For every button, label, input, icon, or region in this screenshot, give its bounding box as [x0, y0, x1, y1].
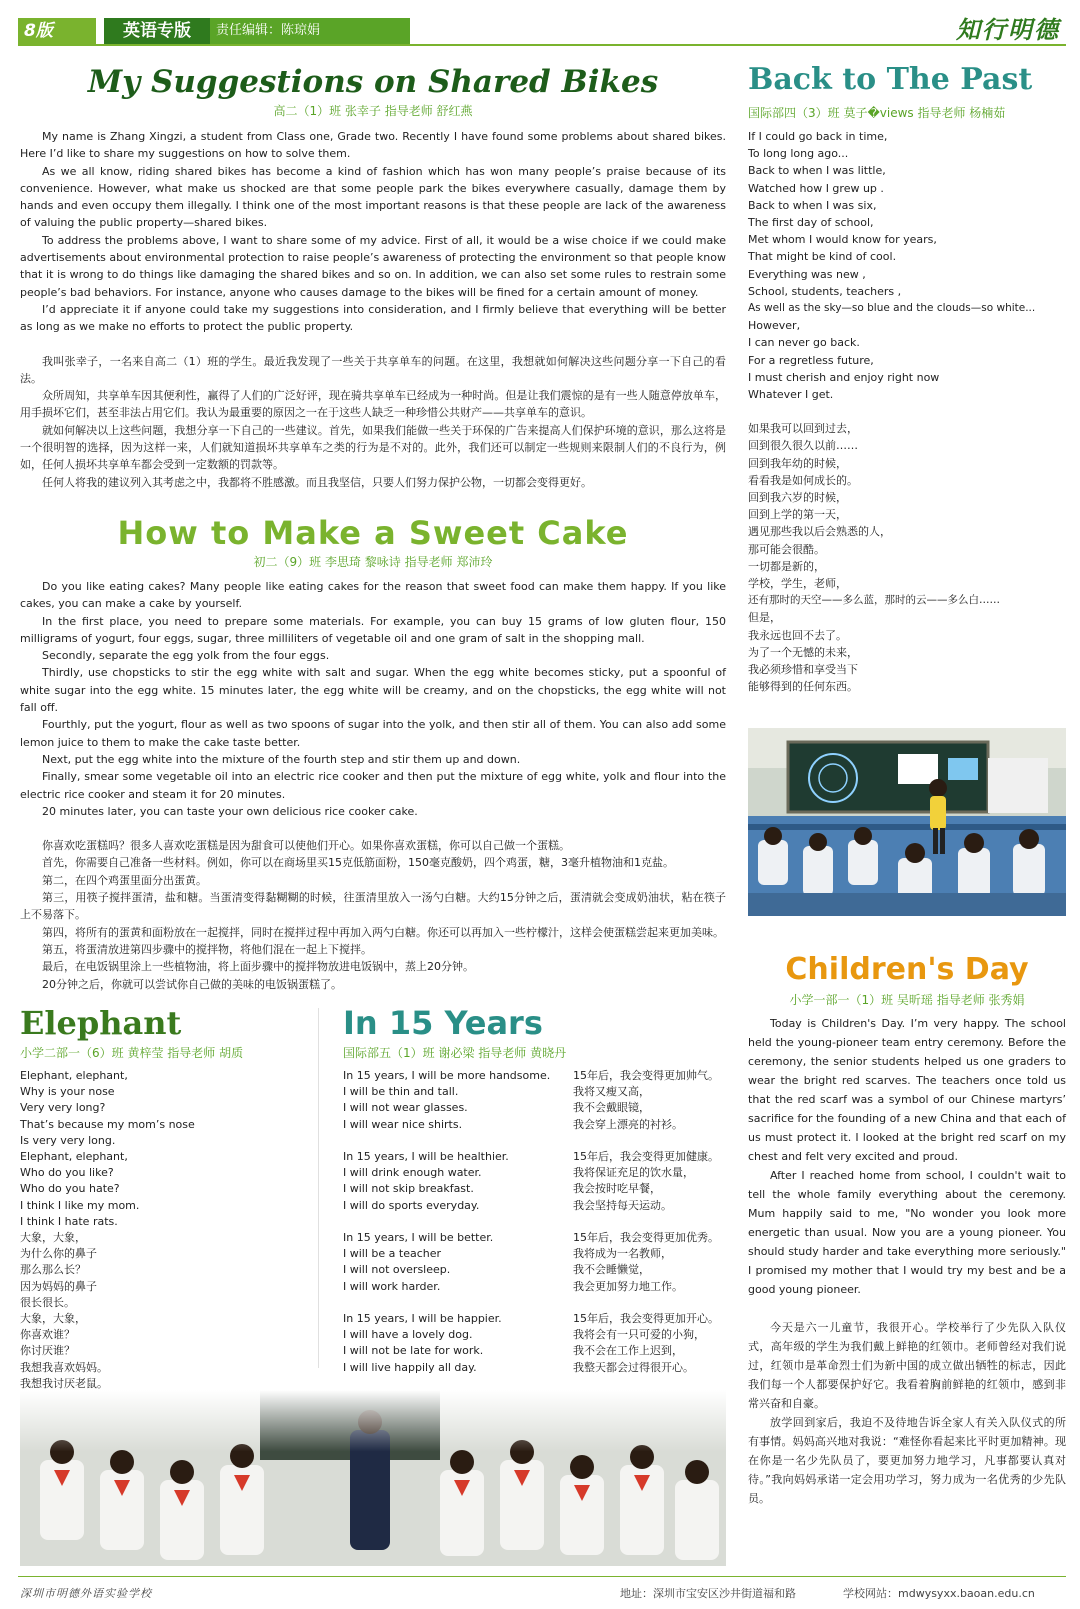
poem-line: The first day of school,	[748, 216, 874, 230]
bikes-en-para: To address the problems above, I want to share some of my advice. First of all, it would be a wise choice if we could make advertisements about environmental protection to raise people’s awareness of protecting the environment so that people know that it is wrong to do things like damaging the shared bikes and so on. In addition, we can also set some rules to restrain some people’s bad behaviors. For instance, anyone who causes damage to the bikes will be fined for a certain amount of money.	[20, 233, 726, 299]
years-stanza	[343, 1068, 726, 1149]
poem-line: I will be a teacher	[343, 1247, 442, 1261]
poem-line: 能够得到的任何东西。	[748, 680, 858, 694]
poem-line: I think I like my mom.	[20, 1198, 140, 1212]
cake-en-para: Fourthly, put the yogurt, flour as well as two spoons of sugar into the yolk, and then stir all of them. You can also add some lemon juice to them to make the cake taste better.	[20, 718, 726, 749]
poem-line: I will do sports everyday.	[343, 1198, 480, 1212]
cake-zh-para: 第二，在四个鸡蛋里面分出蛋黄。	[42, 873, 207, 887]
poem-line: 15年后，我会变得更加优秀。	[573, 1231, 719, 1244]
cake-en-para: In the first place, you need to prepare some materials. For example, you can buy 15 grams of low gluten flour, 150 milligrams of yogurt, four eggs, sugar, three milliliters of vegetable oil and one gram of salt in the shopping mall.	[20, 614, 726, 645]
poem-line: Is very very long.	[20, 1133, 116, 1147]
poem-line: I will not wear glasses.	[343, 1101, 468, 1115]
poem-line: 我会更加努力地工作。	[573, 1279, 683, 1293]
poem-line: 回到我年幼的时候，	[748, 456, 847, 470]
bikes-body	[20, 128, 726, 491]
page-number: 8版	[18, 18, 96, 44]
footer-rule	[18, 1576, 1066, 1577]
poem-line: To long long ago...	[748, 147, 849, 161]
poem-line: That might be kind of cool.	[748, 250, 897, 264]
poem-line: I will live happily all day.	[343, 1360, 477, 1374]
poem-line: 回到我六岁的时候，	[748, 491, 847, 505]
poem-line: 我想我喜欢妈妈。	[20, 1360, 108, 1374]
children-zh-para: 今天是六一儿童节，我很开心。学校举行了少先队入队仪式，高年级的学生为我们戴上鲜艳的红领巾。老师曾经对我们说过，红领巾是革命烈士们为新中国的成立做出牺牲的标志，因此我们每一个人都要保护好它。我看着胸前鲜艳的红领巾，感到非常兴奋和自豪。	[748, 1321, 1066, 1410]
poem-line: 学校，学生，老师，	[748, 577, 847, 591]
poem-line: School, students, teachers ,	[748, 284, 902, 298]
bikes-en-para: I’d appreciate it if anyone could take my suggestions into consideration, and I firmly believe that everything will be better as long as we make no efforts to protect the public property.	[20, 302, 726, 334]
poem-line: 还有那时的天空——多么蓝，那时的云——多么白……	[748, 594, 1000, 607]
poem-line: 我永远也回不去了。	[748, 628, 847, 642]
poem-line: Back to when I was six,	[748, 198, 877, 212]
poem-line: 我将会有一只可爱的小狗，	[573, 1328, 705, 1342]
poem-line: I will drink enough water.	[343, 1166, 482, 1180]
poem-line: I can never go back.	[748, 336, 860, 350]
poem-line: 你喜欢谁？	[20, 1328, 75, 1342]
poem-line: I must cherish and enjoy right now	[748, 370, 940, 384]
poem-line: 大象，大象，	[20, 1231, 86, 1245]
bikes-zh-para: 就如何解决以上这些问题，我想分享一下自己的一些建议。首先，如果我们能做一些关于环保的广告来提高人们保护环境的意识，那么这将是一个很明智的选择，因为这样一来，人们就知道损坏共享单车之类的行为是不对的。此外，我们还可以制定一些规则来限制人们的不良行为，例如，任何人损坏共享单车都会受到一定数额的罚款等。	[20, 423, 726, 472]
header-rule	[18, 44, 1066, 46]
cake-title: How to Make a Sweet Cake	[117, 514, 629, 552]
poem-line: 15年后，我会变得更加开心。	[573, 1312, 719, 1325]
poem-line: Who do you hate?	[20, 1182, 120, 1196]
poem-line: However,	[748, 319, 801, 333]
years-stanza	[343, 1311, 726, 1392]
column-divider	[318, 1008, 319, 1368]
bikes-zh-para: 任何人将我的建议列入其考虑之中，我都将不胜感激。而且我坚信，只要人们努力保护公物，一切都会变得更好。	[42, 475, 592, 489]
poem-line: That’s because my mom’s nose	[20, 1117, 195, 1131]
poem-line: Who do you like?	[20, 1166, 114, 1180]
elephant-title: Elephant	[20, 1004, 182, 1042]
poem-line: In 15 years, I will be better.	[343, 1231, 494, 1244]
cake-zh-para: 最后，在电饭锅里涂上一些植物油，将上面步骤中的搅拌物放进电饭锅中，蒸上20分钟。	[42, 960, 474, 974]
poem-line: 回到很久很久以前……	[748, 439, 858, 453]
bikes-en-para: My name is Zhang Xingzi, a student from Class one, Grade two. Recently I have found some problems about shared bikes. Here I’d like to share my suggestions on how to solve them.	[20, 130, 726, 161]
poem-line: 我必须珍惜和享受当下	[748, 663, 858, 677]
poem-line: In 15 years, I will be more handsome.	[343, 1069, 551, 1082]
poem-line: 我将保证充足的饮水量，	[573, 1166, 694, 1180]
poem-line: 那么那么长？	[20, 1263, 86, 1277]
poem-line: If I could go back in time,	[748, 130, 888, 143]
bikes-zh-para: 众所周知，共享单车因其便利性，赢得了人们的广泛好评，现在骑共享单车已经成为一种时尚。但是让我们震惊的是有一些人随意停放单车，用手损坏它们，甚至非法占用它们。我认为最重要的原因之一在于这些人缺乏一种珍惜公共财产——共享单车的意识。	[20, 389, 726, 420]
cake-en-para: Finally, smear some vegetable oil into an electric rice cooker and then put the mixture of egg white, yolk and flour into the electric rice cooker and steam it for 20 minutes.	[20, 770, 726, 801]
poem-line: 我将成为一名教师，	[573, 1247, 672, 1261]
children-byline: 小学一部一（1）班 吴昕瑶 指导老师 张秀娟	[789, 993, 1025, 1007]
poem-line: 遇见那些我以后会熟悉的人，	[748, 525, 891, 539]
poem-line: I will be thin and tall.	[343, 1085, 459, 1099]
past-poem	[748, 128, 1066, 696]
elephant-byline: 小学二部一（6）班 黄梓莹 指导老师 胡质	[20, 1046, 244, 1060]
poem-line: For a regretless future,	[748, 353, 874, 367]
poem-line: 一切都是新的，	[748, 559, 825, 573]
poem-line: 我不会睡懒觉，	[573, 1263, 650, 1277]
past-title: Back to The Past	[748, 62, 1033, 97]
poem-line: 我不会戴眼镜，	[573, 1101, 650, 1115]
children-title: Children's Day	[785, 952, 1029, 987]
poem-line: 我想我讨厌老鼠。	[20, 1376, 108, 1390]
poem-line: Very very long?	[20, 1101, 106, 1115]
poem-line: Whatever I get.	[748, 388, 834, 402]
poem-line: 但是，	[748, 611, 781, 625]
poem-line: I will not skip breakfast.	[343, 1182, 474, 1196]
poem-line: Why is your nose	[20, 1085, 115, 1099]
cake-zh-para: 第三，用筷子搅拌蛋清，盐和糖。当蛋清变得黏糊糊的时候，往蛋清里放入一汤勺白糖。大约15分钟之后，蛋清就会变成奶油状，粘在筷子上不易落下。	[20, 891, 726, 922]
years-title: In 15 Years	[343, 1004, 543, 1042]
poem-line: 为什么你的鼻子	[20, 1247, 97, 1261]
children-en-para: Today is Children's Day. I’m very happy. The school held the young-pioneer team entry ceremony. Before the ceremony, the senior students helped us one graders to wear the bright red scarves. The teachers once told us that the red scarf was a symbol of our Chinese martyrs’ sacrifice for the founding of a new China and that each of us must protect it. I looked at the bright red scarf on my chest and felt very excited and proud.	[748, 1017, 1066, 1163]
poem-line: 看看我是如何成长的。	[748, 473, 858, 487]
students-photo	[20, 1390, 726, 1566]
poem-line: Everything was new ,	[748, 267, 866, 281]
poem-line: 大象，大象，	[20, 1312, 86, 1326]
cake-en-para: Do you like eating cakes? Many people like eating cakes for the reason that sweet food can make them happy. If you like cakes, you can make a cake by yourself.	[20, 580, 726, 611]
bikes-zh-para: 我叫张幸子，一名来自高二（1）班的学生。最近我发现了一些关于共享单车的问题。在这里，我想就如何解决这些问题分享一下自己的看法。	[20, 354, 726, 385]
cake-en-para: Next, put the egg white into the mixture of the fourth step and stir them up and down.	[42, 752, 521, 766]
cake-zh-para: 你喜欢吃蛋糕吗？很多人喜欢吃蛋糕是因为甜食可以使他们开心。如果你喜欢蛋糕，你可以自己做一个蛋糕。	[42, 839, 570, 853]
poem-line: Back to when I was little,	[748, 164, 886, 178]
children-en-para: After I reached home from school, I couldn't wait to tell the whole family everything about the ceremony. Mum happily said to me, "No wonder you look more energetic than usual. Now you are a young pioneer. You should study harder and take everything more seriously." I promised my mother that I would try my best and be a good young pioneer.	[748, 1169, 1066, 1296]
past-zh	[748, 420, 1066, 695]
cake-zh-para: 首先，你需要自己准备一些材料。例如，你可以在商场里买15克低筋面粉，150毫克酸奶，四个鸡蛋，糖，3毫升植物油和1克盐。	[42, 856, 674, 870]
cake-byline: 初二（9）班 李思琦 黎咏诗 指导老师 郑沛玲	[253, 555, 493, 569]
poem-line: 如果我可以回到过去，	[748, 422, 858, 436]
poem-line: I will not oversleep.	[343, 1263, 451, 1277]
poem-line: 我会穿上漂亮的衬衫。	[573, 1117, 683, 1131]
children-body	[748, 1014, 1066, 1508]
poem-line: In 15 years, I will be healthier.	[343, 1150, 509, 1163]
cake-zh-para: 第五，将蛋清放进第四步骤中的搅拌物，将他们混在一起上下搅拌。	[42, 942, 372, 956]
poem-line: 15年后，我会变得更加帅气。	[573, 1069, 719, 1082]
poem-line: I think I hate rats.	[20, 1214, 118, 1228]
poem-line: 我将又瘦又高，	[573, 1085, 650, 1099]
bikes-title: My Suggestions on Shared Bikes	[87, 64, 659, 100]
cake-zh-para: 第四，将所有的蛋黄和面粉放在一起搅拌，同时在搅拌过程中再加入两勺白糖。你还可以再加入一些柠檬汁，这样会使蛋糕尝起来更加美味。	[42, 925, 724, 939]
poem-line: 我不会在工作上迟到，	[573, 1344, 683, 1358]
students-photo-illustration	[20, 1390, 726, 1566]
years-byline: 国际部五（1）班 谢必梁 指导老师 黄晓丹	[343, 1046, 567, 1060]
children-zh-para: 放学回到家后，我迫不及待地告诉全家人有关入队仪式的所有事情。妈妈高兴地对我说：“难怪你看起来比平时更加精神。现在你是一名少先队员了，要更加努力地学习，凡事都要认真对待。”我向妈妈承诺一定会用功学习，努力成为一名优秀的少先队员。	[748, 1416, 1066, 1505]
years-poem	[343, 1068, 726, 1392]
poem-line: I will work harder.	[343, 1279, 441, 1293]
masthead-logo: 知行明德	[956, 15, 1060, 44]
classroom-photo-illustration	[748, 728, 1066, 916]
classroom-photo	[748, 728, 1066, 916]
cake-body	[20, 578, 726, 993]
poem-line: I will not be late for work.	[343, 1344, 484, 1358]
poem-line: 回到上学的第一天，	[748, 508, 847, 522]
poem-line: 为了一个无憾的未来，	[748, 645, 858, 659]
poem-line: Elephant, elephant,	[20, 1069, 128, 1082]
footer-website: 学校网站：mdwysyxx.baoan.edu.cn	[843, 1587, 1035, 1600]
poem-line: As well as the sky—so blue and the clouds—so white...	[748, 302, 1036, 315]
cake-en-para: Thirdly, use chopsticks to stir the egg white with salt and sugar. When the egg white becomes sticky, put a spoonful of white sugar into the egg white. 15 minutes later, the egg white will be creamy, and on the chopsticks, the egg white will not fall off.	[20, 666, 726, 715]
past-en	[748, 128, 1066, 403]
elephant-poem	[20, 1068, 310, 1392]
footer-address: 地址：深圳市宝安区沙井街道福和路	[620, 1587, 796, 1600]
editor-credit: 责任编辑：陈琼娟	[210, 18, 410, 44]
footer-school: 深圳市明德外语实验学校	[20, 1587, 152, 1600]
section-name: 英语专版	[104, 18, 210, 44]
cake-zh-para: 20分钟之后，你就可以尝试你自己做的美味的电饭锅蛋糕了。	[42, 977, 342, 991]
poem-line: 因为妈妈的鼻子	[20, 1279, 97, 1293]
poem-line: 很长很长。	[20, 1295, 75, 1309]
years-stanza	[343, 1149, 726, 1230]
poem-line: 15年后，我会变得更加健康。	[573, 1150, 719, 1163]
poem-line: 我整天都会过得很开心。	[573, 1360, 694, 1374]
poem-line: 你讨厌谁？	[20, 1344, 75, 1358]
cake-en-para: 20 minutes later, you can taste your own delicious rice cooker cake.	[42, 804, 418, 818]
bikes-en-para: As we all know, riding shared bikes has become a kind of fashion which has won many people’s praise because of its convenience. However, what make us shocked are that some people park the bikes everywhere casually, damage them by hands and even occupy them illegally. I think one of the most important reasons is that these people are lack of the awareness of valuing the public property—shared bikes.	[20, 164, 726, 230]
years-stanza	[343, 1230, 726, 1311]
cake-en-para: Secondly, separate the egg yolk from the four eggs.	[42, 649, 330, 663]
poem-line: Watched how I grew up .	[748, 181, 884, 195]
bikes-byline: 高二（1）班 张幸子 指导老师 舒红燕	[273, 104, 473, 118]
poem-line: I will wear nice shirts.	[343, 1117, 463, 1131]
poem-line: In 15 years, I will be happier.	[343, 1312, 502, 1325]
poem-line: Elephant, elephant,	[20, 1150, 128, 1164]
poem-line: 我会按时吃早餐，	[573, 1182, 661, 1196]
poem-line: 那可能会很酷。	[748, 542, 825, 556]
poem-line: I will have a lovely dog.	[343, 1328, 473, 1342]
past-byline: 国际部四（3）班 莫子�views 指导老师 杨楠茹	[748, 106, 1006, 120]
poem-line: Met whom I would know for years,	[748, 233, 937, 247]
poem-line: 我会坚持每天运动。	[573, 1198, 672, 1212]
